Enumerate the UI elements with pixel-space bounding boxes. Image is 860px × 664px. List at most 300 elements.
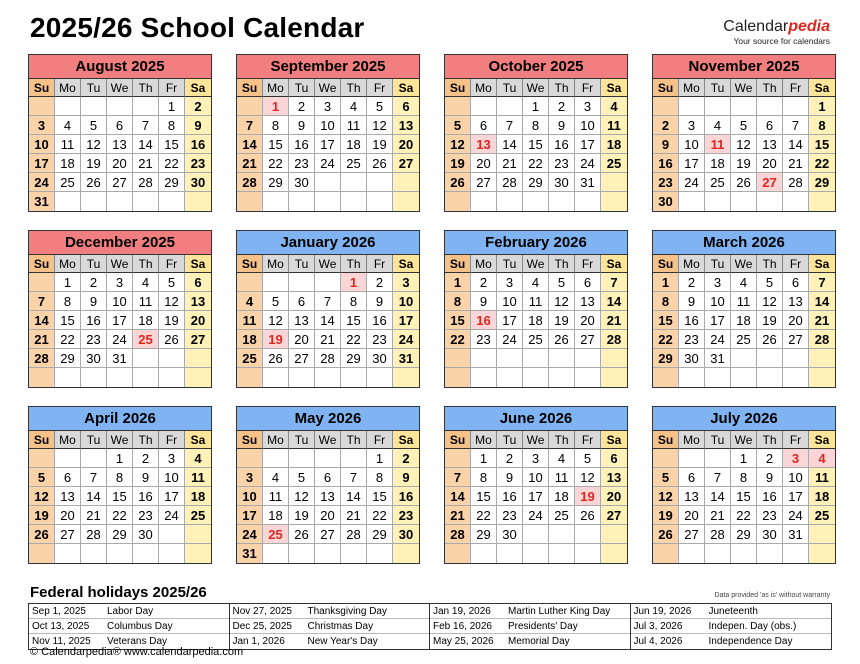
day-cell: 3 <box>159 449 185 468</box>
day-cell: 5 <box>29 468 55 487</box>
logo-tagline: Your source for calendars <box>733 36 830 46</box>
weekday-header-row <box>445 79 627 97</box>
day-cell: 17 <box>497 311 523 330</box>
day-cell: 5 <box>653 468 679 487</box>
weekday-label: Fr <box>783 79 809 97</box>
day-cell: 17 <box>679 154 705 173</box>
month-calendar <box>652 54 836 212</box>
day-cell: 2 <box>133 449 159 468</box>
day-cell <box>653 449 679 468</box>
day-cell: 30 <box>289 173 315 192</box>
day-cell <box>549 544 575 563</box>
day-cell: 25 <box>809 506 835 525</box>
day-cell <box>393 192 419 211</box>
day-cell: 15 <box>107 487 133 506</box>
day-cell: 28 <box>705 525 731 544</box>
weekday-label: Tu <box>81 431 107 449</box>
holiday-name: Juneteenth <box>708 606 758 617</box>
week-row <box>653 487 835 506</box>
weekday-label: Sa <box>809 431 835 449</box>
day-cell <box>289 273 315 292</box>
day-cell <box>731 544 757 563</box>
day-cell <box>133 368 159 387</box>
day-cell: 21 <box>237 154 263 173</box>
day-cell: 4 <box>341 97 367 116</box>
day-cell: 11 <box>185 468 211 487</box>
day-cell: 1 <box>159 97 185 116</box>
day-cell: 26 <box>757 330 783 349</box>
day-cell: 21 <box>81 506 107 525</box>
day-cell: 28 <box>783 173 809 192</box>
day-cell: 3 <box>523 449 549 468</box>
day-cell <box>497 544 523 563</box>
day-cell: 24 <box>575 154 601 173</box>
day-cell: 19 <box>575 487 601 506</box>
day-cell: 30 <box>367 349 393 368</box>
day-cell: 3 <box>29 116 55 135</box>
day-cell <box>107 192 133 211</box>
day-cell: 18 <box>731 311 757 330</box>
day-cell <box>341 192 367 211</box>
day-cell: 18 <box>705 154 731 173</box>
day-cell <box>445 97 471 116</box>
day-cell: 21 <box>445 506 471 525</box>
day-cell: 1 <box>367 449 393 468</box>
day-cell <box>315 368 341 387</box>
day-cell: 12 <box>757 292 783 311</box>
day-cell: 8 <box>731 468 757 487</box>
day-cell: 26 <box>81 173 107 192</box>
day-cell: 14 <box>81 487 107 506</box>
weekday-label: Tu <box>497 255 523 273</box>
holiday-name: Memorial Day <box>508 636 570 647</box>
day-cell: 20 <box>55 506 81 525</box>
day-cell: 18 <box>263 506 289 525</box>
day-cell: 27 <box>185 330 211 349</box>
day-cell: 5 <box>731 116 757 135</box>
weekday-label: We <box>523 255 549 273</box>
day-cell <box>81 192 107 211</box>
weekday-label: Tu <box>289 431 315 449</box>
day-cell: 15 <box>445 311 471 330</box>
holidays-title: Federal holidays 2025/26 <box>30 584 207 601</box>
week-row <box>29 525 211 544</box>
day-cell: 5 <box>445 116 471 135</box>
week-row <box>653 330 835 349</box>
day-cell: 8 <box>653 292 679 311</box>
day-cell <box>159 525 185 544</box>
holiday-name: Labor Day <box>107 606 154 617</box>
week-row <box>445 525 627 544</box>
day-cell <box>289 192 315 211</box>
day-cell <box>393 368 419 387</box>
month-title: May 2026 <box>237 407 419 431</box>
day-cell: 11 <box>55 135 81 154</box>
day-cell: 23 <box>393 506 419 525</box>
week-row <box>445 97 627 116</box>
day-cell: 28 <box>81 525 107 544</box>
week-row <box>29 330 211 349</box>
day-cell <box>393 544 419 563</box>
day-cell: 14 <box>29 311 55 330</box>
week-row <box>237 154 419 173</box>
day-cell <box>445 192 471 211</box>
day-cell: 4 <box>133 273 159 292</box>
holidays-column <box>230 604 431 649</box>
day-cell: 2 <box>757 449 783 468</box>
day-cell: 7 <box>445 468 471 487</box>
weekday-header-row <box>653 79 835 97</box>
weekday-header-row <box>445 255 627 273</box>
calendarpedia-logo[interactable] <box>723 18 830 46</box>
day-cell: 30 <box>653 192 679 211</box>
day-cell: 16 <box>471 311 497 330</box>
day-cell <box>107 544 133 563</box>
day-cell: 23 <box>185 154 211 173</box>
day-cell <box>523 349 549 368</box>
day-cell <box>809 525 835 544</box>
day-cell <box>185 544 211 563</box>
weekday-label: Sa <box>393 431 419 449</box>
day-cell <box>575 349 601 368</box>
day-cell: 26 <box>29 525 55 544</box>
day-cell: 17 <box>523 487 549 506</box>
holiday-row <box>631 619 832 634</box>
week-row <box>29 506 211 525</box>
day-cell: 9 <box>497 468 523 487</box>
day-cell: 26 <box>289 525 315 544</box>
week-row <box>445 135 627 154</box>
week-row <box>445 487 627 506</box>
day-cell: 17 <box>393 311 419 330</box>
day-cell: 13 <box>575 292 601 311</box>
day-cell: 15 <box>731 487 757 506</box>
day-cell <box>159 192 185 211</box>
day-cell: 2 <box>367 273 393 292</box>
day-cell: 26 <box>445 173 471 192</box>
day-cell: 4 <box>263 468 289 487</box>
day-cell <box>237 192 263 211</box>
day-cell: 7 <box>81 468 107 487</box>
day-cell: 28 <box>237 173 263 192</box>
day-cell: 21 <box>601 311 627 330</box>
weekday-label: Sa <box>809 79 835 97</box>
day-cell: 24 <box>393 330 419 349</box>
day-cell: 14 <box>601 292 627 311</box>
data-disclaimer: Data provided 'as is' without warranty <box>714 592 830 599</box>
day-cell: 22 <box>653 330 679 349</box>
day-cell: 13 <box>185 292 211 311</box>
day-cell <box>757 368 783 387</box>
day-cell: 8 <box>159 116 185 135</box>
day-cell: 24 <box>107 330 133 349</box>
day-cell: 20 <box>393 135 419 154</box>
week-row <box>29 311 211 330</box>
day-cell: 3 <box>705 273 731 292</box>
day-cell: 17 <box>29 154 55 173</box>
day-cell: 19 <box>653 506 679 525</box>
logo-prefix: Calendar <box>723 18 789 35</box>
day-cell: 8 <box>445 292 471 311</box>
day-cell <box>497 192 523 211</box>
day-cell: 2 <box>393 449 419 468</box>
day-cell: 1 <box>731 449 757 468</box>
day-cell <box>705 544 731 563</box>
day-cell: 20 <box>315 506 341 525</box>
holiday-row <box>230 634 430 649</box>
weekday-label: Th <box>133 255 159 273</box>
day-cell: 3 <box>237 468 263 487</box>
day-cell <box>29 544 55 563</box>
weekday-label: Fr <box>367 255 393 273</box>
weekday-header-row <box>237 79 419 97</box>
day-cell: 9 <box>757 468 783 487</box>
day-cell <box>133 349 159 368</box>
day-cell: 10 <box>107 292 133 311</box>
day-cell <box>471 368 497 387</box>
day-cell <box>393 173 419 192</box>
day-cell <box>55 192 81 211</box>
day-cell <box>341 173 367 192</box>
week-row <box>29 292 211 311</box>
day-cell: 10 <box>523 468 549 487</box>
day-cell: 21 <box>497 154 523 173</box>
weekday-label: We <box>107 79 133 97</box>
day-cell: 3 <box>783 449 809 468</box>
day-cell: 16 <box>757 487 783 506</box>
week-row <box>237 116 419 135</box>
day-cell <box>263 449 289 468</box>
holiday-date: Oct 13, 2025 <box>32 621 90 632</box>
day-cell <box>81 368 107 387</box>
day-cell <box>445 449 471 468</box>
day-cell: 5 <box>367 97 393 116</box>
day-cell: 21 <box>705 506 731 525</box>
weekday-label: Fr <box>783 255 809 273</box>
week-row <box>445 349 627 368</box>
holiday-name: Indepen. Day (obs.) <box>708 621 797 632</box>
week-row <box>237 368 419 387</box>
day-cell: 6 <box>185 273 211 292</box>
week-row <box>445 273 627 292</box>
day-cell: 26 <box>575 506 601 525</box>
day-cell <box>29 368 55 387</box>
day-cell: 28 <box>601 330 627 349</box>
page-title: 2025/26 School Calendar <box>30 12 365 43</box>
weekday-header-row <box>653 255 835 273</box>
day-cell: 14 <box>341 487 367 506</box>
day-cell: 15 <box>55 311 81 330</box>
day-cell: 22 <box>55 330 81 349</box>
day-cell: 24 <box>315 154 341 173</box>
day-cell: 15 <box>809 135 835 154</box>
weekday-label: We <box>731 431 757 449</box>
day-cell: 30 <box>497 525 523 544</box>
day-cell <box>29 97 55 116</box>
day-cell: 2 <box>549 97 575 116</box>
day-cell: 20 <box>783 311 809 330</box>
day-cell: 6 <box>601 449 627 468</box>
day-cell: 9 <box>653 135 679 154</box>
day-cell: 10 <box>497 292 523 311</box>
day-cell: 28 <box>341 525 367 544</box>
day-cell: 5 <box>81 116 107 135</box>
day-cell <box>237 97 263 116</box>
holiday-row <box>430 604 630 619</box>
day-cell: 26 <box>549 330 575 349</box>
day-cell <box>289 544 315 563</box>
day-cell: 11 <box>731 292 757 311</box>
day-cell: 8 <box>341 292 367 311</box>
weekday-header-row <box>237 431 419 449</box>
day-cell <box>81 449 107 468</box>
weekday-label: Th <box>133 431 159 449</box>
day-cell <box>263 544 289 563</box>
weekday-label: Th <box>549 255 575 273</box>
day-cell <box>55 368 81 387</box>
day-cell: 23 <box>549 154 575 173</box>
week-row <box>653 449 835 468</box>
day-cell: 4 <box>55 116 81 135</box>
day-cell <box>185 368 211 387</box>
day-cell: 7 <box>497 116 523 135</box>
logo-accent: pedia <box>788 18 830 35</box>
day-cell <box>497 349 523 368</box>
week-row <box>29 449 211 468</box>
weekday-label: Mo <box>55 255 81 273</box>
day-cell: 10 <box>393 292 419 311</box>
day-cell <box>185 349 211 368</box>
weekday-label: Tu <box>289 255 315 273</box>
day-cell <box>471 192 497 211</box>
day-cell: 16 <box>367 311 393 330</box>
day-cell: 5 <box>549 273 575 292</box>
day-cell <box>107 368 133 387</box>
day-cell: 6 <box>757 116 783 135</box>
holiday-row <box>430 619 630 634</box>
day-cell <box>809 192 835 211</box>
week-row <box>445 292 627 311</box>
month-title: April 2026 <box>29 407 211 431</box>
weekday-header-row <box>29 431 211 449</box>
day-cell: 12 <box>731 135 757 154</box>
week-row <box>29 173 211 192</box>
day-cell: 20 <box>679 506 705 525</box>
weekday-label: Mo <box>679 431 705 449</box>
week-row <box>653 292 835 311</box>
weekday-label: Su <box>653 255 679 273</box>
day-cell: 22 <box>107 506 133 525</box>
day-cell: 1 <box>445 273 471 292</box>
day-cell <box>601 368 627 387</box>
day-cell <box>341 449 367 468</box>
day-cell: 31 <box>393 349 419 368</box>
day-cell <box>809 544 835 563</box>
day-cell: 25 <box>601 154 627 173</box>
month-title: November 2025 <box>653 55 835 79</box>
day-cell: 12 <box>81 135 107 154</box>
week-row <box>237 273 419 292</box>
holidays-column <box>430 604 631 649</box>
day-cell: 20 <box>185 311 211 330</box>
day-cell: 11 <box>341 116 367 135</box>
day-cell <box>289 368 315 387</box>
day-cell: 1 <box>107 449 133 468</box>
day-cell: 4 <box>809 449 835 468</box>
weekday-label: Su <box>653 431 679 449</box>
day-cell: 10 <box>679 135 705 154</box>
day-cell <box>341 368 367 387</box>
day-cell: 12 <box>445 135 471 154</box>
weekday-label: Fr <box>575 79 601 97</box>
day-cell: 1 <box>55 273 81 292</box>
holiday-name: Veterans Day <box>107 636 168 647</box>
day-cell: 20 <box>601 487 627 506</box>
day-cell: 9 <box>289 116 315 135</box>
day-cell: 18 <box>523 311 549 330</box>
weekday-label: Sa <box>185 431 211 449</box>
week-row <box>237 330 419 349</box>
day-cell: 24 <box>29 173 55 192</box>
day-cell <box>133 97 159 116</box>
weekday-label: Mo <box>679 255 705 273</box>
day-cell: 15 <box>367 487 393 506</box>
day-cell: 29 <box>809 173 835 192</box>
week-row <box>653 506 835 525</box>
day-cell <box>705 192 731 211</box>
day-cell: 12 <box>653 487 679 506</box>
day-cell: 13 <box>471 135 497 154</box>
weekday-label: We <box>523 431 549 449</box>
holiday-name: Martin Luther King Day <box>508 606 611 617</box>
day-cell: 2 <box>679 273 705 292</box>
day-cell <box>757 192 783 211</box>
day-cell: 30 <box>757 525 783 544</box>
day-cell: 5 <box>289 468 315 487</box>
week-row <box>237 525 419 544</box>
day-cell <box>523 192 549 211</box>
weekday-label: Mo <box>263 255 289 273</box>
day-cell: 11 <box>263 487 289 506</box>
holidays-table <box>28 603 832 650</box>
day-cell: 9 <box>549 116 575 135</box>
weekday-label: We <box>315 431 341 449</box>
week-row <box>653 311 835 330</box>
week-row <box>445 330 627 349</box>
day-cell <box>783 544 809 563</box>
day-cell <box>237 368 263 387</box>
day-cell: 6 <box>679 468 705 487</box>
day-cell: 8 <box>809 116 835 135</box>
day-cell: 29 <box>159 173 185 192</box>
day-cell: 11 <box>133 292 159 311</box>
day-cell: 23 <box>367 330 393 349</box>
day-cell <box>705 368 731 387</box>
day-cell <box>783 368 809 387</box>
day-cell: 27 <box>679 525 705 544</box>
day-cell: 8 <box>367 468 393 487</box>
day-cell <box>55 449 81 468</box>
day-cell: 27 <box>575 330 601 349</box>
day-cell: 28 <box>809 330 835 349</box>
month-title: October 2025 <box>445 55 627 79</box>
day-cell: 28 <box>29 349 55 368</box>
day-cell: 14 <box>809 292 835 311</box>
day-cell: 18 <box>341 135 367 154</box>
weekday-label: We <box>523 79 549 97</box>
day-cell: 22 <box>471 506 497 525</box>
weekday-label: Th <box>549 79 575 97</box>
